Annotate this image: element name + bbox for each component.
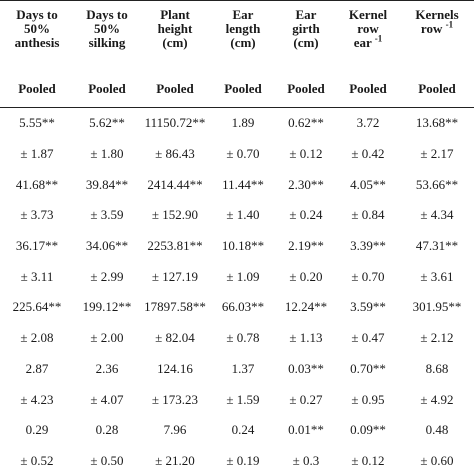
standard-error-row [0, 261, 474, 292]
table-cell [0, 292, 74, 323]
cell-value: 0.70** [350, 360, 386, 376]
table-cell [140, 169, 210, 200]
table-cell [210, 384, 276, 415]
cell-value: 47.31** [415, 238, 459, 254]
table-cell [276, 445, 336, 476]
table-cell [400, 414, 474, 445]
cell-value: ± 0.78 [226, 330, 260, 346]
table-cell [336, 292, 400, 323]
cell-value: ± 82.04 [155, 330, 195, 346]
cell-value: 2.30** [288, 176, 324, 192]
cell-value: 5.62** [89, 115, 125, 131]
cell-value: 0.28 [95, 422, 119, 438]
cell-value: ± 0.70 [351, 268, 385, 284]
column-header [336, 1, 400, 71]
cell-value: ± 4.34 [420, 207, 454, 223]
cell-value: 7.96 [163, 422, 187, 438]
column-header [400, 1, 474, 71]
cell-value: 225.64** [12, 299, 62, 315]
cell-value: 1.89 [231, 115, 255, 131]
pooled-label: Pooled [0, 71, 74, 108]
column-header-line: Kernel [348, 7, 388, 22]
cell-value: ± 173.23 [151, 391, 199, 407]
table-cell [0, 353, 74, 384]
table-cell [276, 322, 336, 353]
cell-value: 53.66** [415, 176, 459, 192]
table-cell [336, 445, 400, 476]
cell-value: ± 0.52 [20, 452, 54, 468]
table-cell [276, 138, 336, 169]
table-cell [400, 322, 474, 353]
cell-value: ± 127.19 [151, 268, 199, 284]
table-body [0, 107, 474, 476]
column-header-line: 50% [94, 21, 120, 36]
table-cell [0, 261, 74, 292]
pooled-label: Pooled [140, 71, 210, 108]
cell-value: 0.24 [231, 422, 255, 438]
column-header [140, 1, 210, 71]
pooled-label: Pooled [74, 71, 140, 108]
column-header-line: length [225, 21, 261, 36]
column-header-line: (cm) [293, 35, 319, 50]
cell-value: 2253.81** [147, 238, 203, 254]
table-cell [140, 261, 210, 292]
table-cell [140, 353, 210, 384]
cell-value: 39.84** [85, 176, 129, 192]
cell-value: 124.16 [157, 360, 193, 376]
cell-value: 0.48 [425, 422, 449, 438]
cell-value: ± 0.12 [289, 146, 323, 162]
table-cell [276, 169, 336, 200]
pooled-label: Pooled [336, 71, 400, 108]
table-cell [336, 138, 400, 169]
cell-value: 34.06** [85, 238, 129, 254]
standard-error-row [0, 200, 474, 231]
table-cell [0, 445, 74, 476]
table-cell [140, 200, 210, 231]
column-header-line: Days to [86, 7, 128, 22]
table-cell [210, 107, 276, 138]
table-cell [276, 384, 336, 415]
column-header-superscript: -1 [374, 33, 383, 44]
table-cell [0, 414, 74, 445]
cell-value: ± 0.24 [289, 207, 323, 223]
column-header-line: ear [353, 35, 372, 50]
column-header [74, 1, 140, 71]
table-cell [210, 261, 276, 292]
table-cell [336, 353, 400, 384]
cell-value: 8.68 [425, 360, 449, 376]
table-cell [0, 107, 74, 138]
column-header-line: row [357, 21, 379, 36]
column-header [0, 1, 74, 71]
cell-value: ± 0.3 [292, 452, 320, 468]
column-header [276, 1, 336, 71]
table-cell [74, 322, 140, 353]
table-cell [74, 230, 140, 261]
cell-value: ± 2.17 [420, 146, 454, 162]
cell-value: ± 2.12 [420, 330, 454, 346]
table-cell [74, 445, 140, 476]
cell-value: ± 1.59 [226, 391, 260, 407]
table-cell [0, 230, 74, 261]
cell-value: 199.12** [82, 299, 132, 315]
table-cell [210, 322, 276, 353]
column-header-line: girth [292, 21, 320, 36]
table-cell [276, 230, 336, 261]
mean-square-row [0, 230, 474, 261]
table-cell [74, 292, 140, 323]
cell-value: 10.18** [221, 238, 265, 254]
cell-value: 3.59** [350, 299, 386, 315]
table-cell [400, 384, 474, 415]
column-header-line: Kernels [415, 7, 459, 22]
column-header-superscript: -1 [445, 19, 454, 30]
cell-value: 1.37 [231, 360, 255, 376]
table-cell [400, 353, 474, 384]
cell-value: 17897.58** [144, 299, 206, 315]
cell-value: ± 0.20 [289, 268, 323, 284]
table-cell [0, 138, 74, 169]
table-cell [0, 384, 74, 415]
standard-error-row [0, 138, 474, 169]
cell-value: ± 2.00 [90, 330, 124, 346]
cell-value: ± 0.60 [420, 452, 454, 468]
table-cell [400, 200, 474, 231]
cell-value: ± 152.90 [151, 207, 199, 223]
cell-value: ± 1.80 [90, 146, 124, 162]
cell-value: ± 86.43 [155, 146, 195, 162]
cell-value: 12.24** [284, 299, 328, 315]
table-cell [140, 322, 210, 353]
table-cell [400, 292, 474, 323]
column-header-line: Plant [160, 7, 190, 22]
cell-value: 11.44** [222, 176, 264, 192]
table-cell [276, 107, 336, 138]
cell-value: ± 3.11 [20, 268, 54, 284]
table-cell [0, 169, 74, 200]
cell-value: 3.72 [356, 115, 380, 131]
cell-value: ± 1.09 [226, 268, 260, 284]
cell-value: ± 0.19 [226, 452, 260, 468]
table-cell [336, 322, 400, 353]
column-header-line: Ear [295, 7, 317, 22]
table-cell [74, 384, 140, 415]
table-cell [210, 292, 276, 323]
table-cell [74, 138, 140, 169]
table-cell [276, 261, 336, 292]
mean-square-row [0, 292, 474, 323]
pooled-label: Pooled [210, 71, 276, 108]
table-cell [336, 384, 400, 415]
table-cell [140, 445, 210, 476]
column-header-line: silking [88, 35, 126, 50]
table-header [0, 1, 474, 108]
table-cell [140, 384, 210, 415]
cell-value: ± 0.42 [351, 146, 385, 162]
table-cell [210, 200, 276, 231]
cell-value: ± 0.27 [289, 391, 323, 407]
table-cell [140, 230, 210, 261]
cell-value: 13.68** [415, 115, 459, 131]
table-cell [74, 414, 140, 445]
cell-value: ± 1.40 [226, 207, 260, 223]
column-header-line: row [420, 21, 443, 36]
table-cell [400, 169, 474, 200]
table-cell [140, 414, 210, 445]
table-cell [336, 169, 400, 200]
column-header-line: Ear [232, 7, 254, 22]
table-cell [74, 261, 140, 292]
cell-value: ± 1.87 [20, 146, 54, 162]
table-cell [210, 445, 276, 476]
table-cell [74, 200, 140, 231]
table-cell [0, 322, 74, 353]
table-cell [210, 230, 276, 261]
table-cell [400, 138, 474, 169]
cell-value: ± 4.92 [420, 391, 454, 407]
table-cell [74, 107, 140, 138]
mean-square-row [0, 414, 474, 445]
standard-error-row [0, 384, 474, 415]
table-cell [210, 169, 276, 200]
cell-value: 2.36 [95, 360, 119, 376]
table-cell [400, 445, 474, 476]
table-cell [140, 292, 210, 323]
cell-value: 0.01** [288, 422, 324, 438]
table-cell [276, 353, 336, 384]
cell-value: 36.17** [15, 238, 59, 254]
cell-value: ± 0.50 [90, 452, 124, 468]
table-cell [210, 138, 276, 169]
cell-value: 66.03** [221, 299, 265, 315]
cell-value: 3.39** [350, 238, 386, 254]
cell-value: ± 0.84 [351, 207, 385, 223]
table-cell [74, 353, 140, 384]
cell-value: 301.95** [412, 299, 462, 315]
cell-value: ± 0.95 [351, 391, 385, 407]
table-cell [336, 261, 400, 292]
mean-square-row [0, 169, 474, 200]
cell-value: ± 0.70 [226, 146, 260, 162]
table-cell [400, 230, 474, 261]
column-header-line: height [157, 21, 193, 36]
pooled-label-row [0, 71, 474, 108]
pooled-label: Pooled [400, 71, 474, 108]
table-cell [276, 200, 336, 231]
cell-value: ± 2.99 [90, 268, 124, 284]
cell-value: 2414.44** [147, 176, 203, 192]
cell-value: ± 21.20 [155, 452, 195, 468]
table-cell [276, 292, 336, 323]
cell-value: 2.19** [288, 238, 324, 254]
column-header-row [0, 1, 474, 71]
column-header-line: Days to [16, 7, 58, 22]
column-header [210, 1, 276, 71]
table-cell [0, 200, 74, 231]
column-header-line: (cm) [162, 35, 188, 50]
column-header-line: anthesis [14, 35, 60, 50]
table-cell [336, 200, 400, 231]
table-cell [336, 230, 400, 261]
cell-value: 0.09** [350, 422, 386, 438]
table-cell [210, 353, 276, 384]
table-cell [140, 107, 210, 138]
column-header-line: 50% [24, 21, 50, 36]
cell-value: ± 4.23 [20, 391, 54, 407]
cell-value: 5.55** [19, 115, 55, 131]
table-cell [400, 107, 474, 138]
cell-value: 0.29 [25, 422, 49, 438]
mean-square-row [0, 107, 474, 138]
table-cell [140, 138, 210, 169]
cell-value: ± 1.13 [289, 330, 323, 346]
cell-value: ± 0.47 [351, 330, 385, 346]
table-cell [336, 107, 400, 138]
cell-value: ± 0.12 [351, 452, 385, 468]
standard-error-row [0, 322, 474, 353]
table-cell [336, 414, 400, 445]
cell-value: ± 3.73 [20, 207, 54, 223]
table-cell [210, 414, 276, 445]
pooled-label: Pooled [276, 71, 336, 108]
column-header-line: (cm) [230, 35, 256, 50]
cell-value: ± 2.08 [20, 330, 54, 346]
table-cell [276, 414, 336, 445]
cell-value: 0.03** [288, 360, 324, 376]
cell-value: 11150.72** [144, 115, 206, 131]
cell-value: ± 3.61 [420, 268, 454, 284]
cell-value: ± 3.59 [90, 207, 124, 223]
cell-value: 4.05** [350, 176, 386, 192]
cell-value: 0.62** [288, 115, 324, 131]
table-cell [74, 169, 140, 200]
mean-square-row [0, 353, 474, 384]
standard-error-row [0, 445, 474, 476]
table-cell [400, 261, 474, 292]
cell-value: 2.87 [25, 360, 49, 376]
cell-value: ± 4.07 [90, 391, 124, 407]
cell-value: 41.68** [15, 176, 59, 192]
